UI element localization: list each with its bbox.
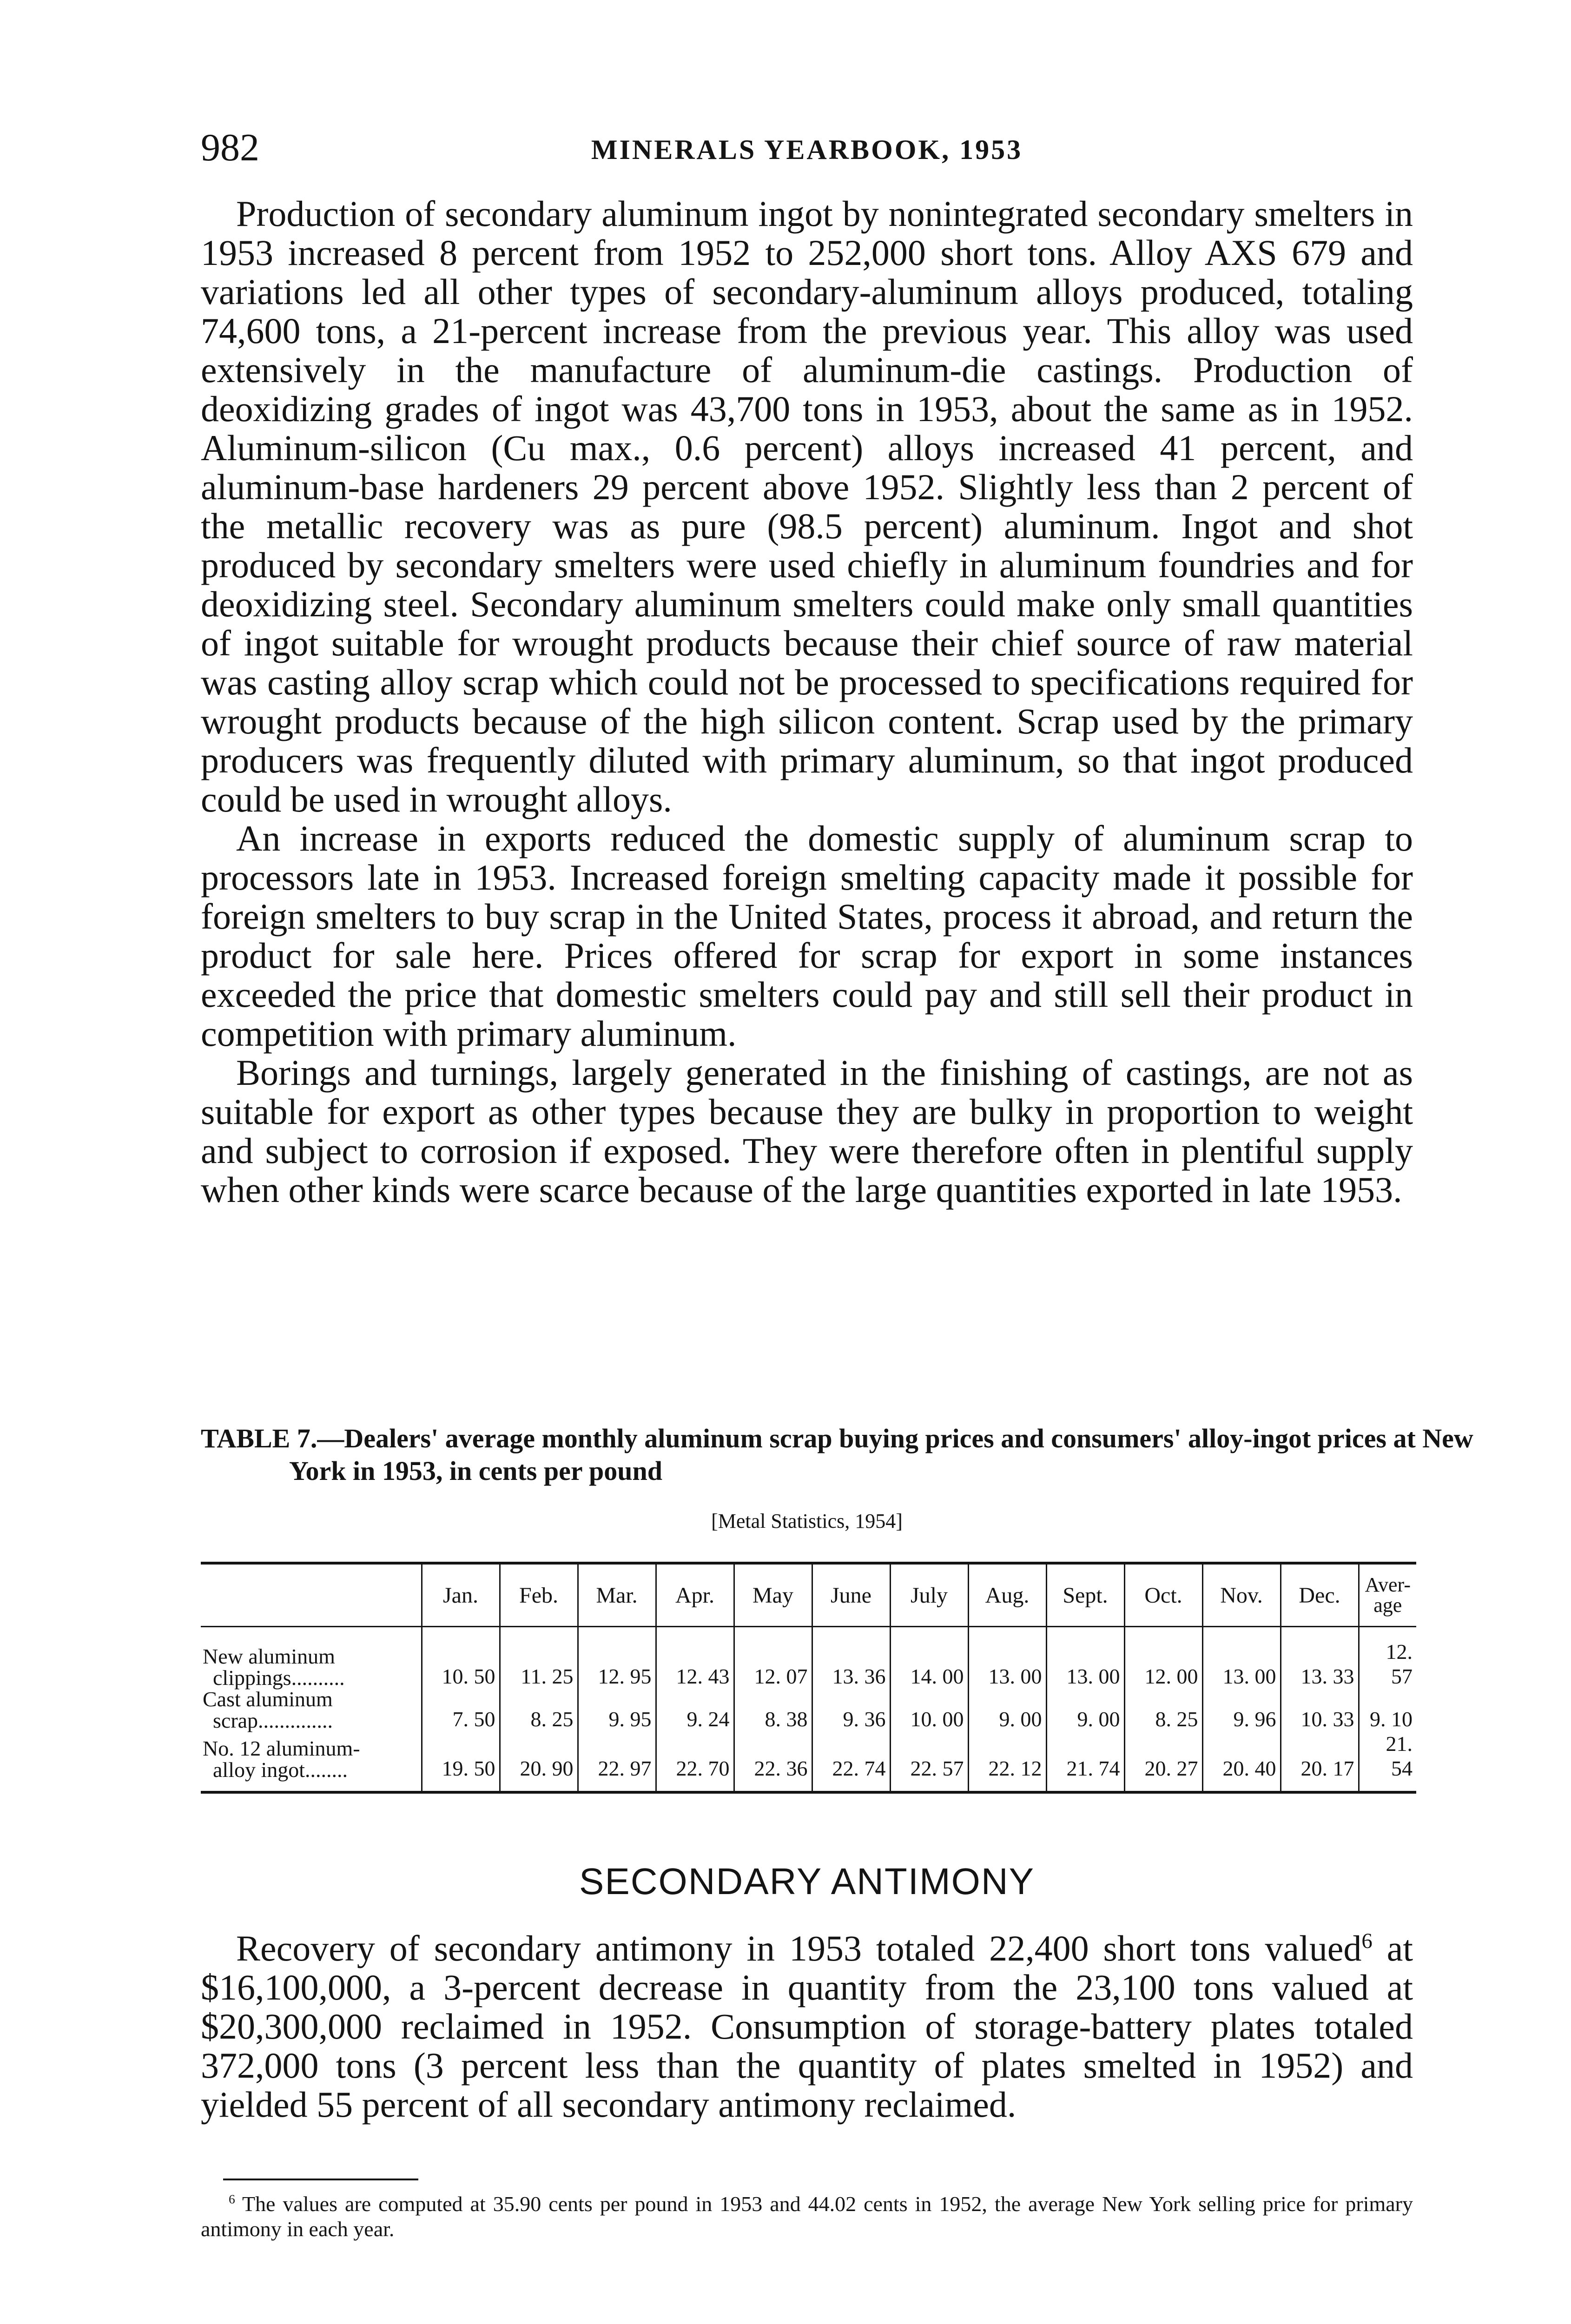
column-header: Apr.: [656, 1563, 734, 1627]
row-label: Cast aluminum scrap..............: [203, 1687, 333, 1732]
table-cell: 9. 36: [812, 1689, 890, 1731]
footnote-rule: [223, 2179, 418, 2180]
table-cell: 13. 00: [968, 1627, 1046, 1689]
table-caption: TABLE 7.—Dealers' average monthly aluminum scrap buying prices and consumers' alloy-ingot prices at New York in 1953, in cents per pound: [201, 1423, 1473, 1486]
page-number: 982: [201, 126, 259, 169]
table-cell: 22. 36: [734, 1731, 812, 1792]
table-cell: 14. 00: [890, 1627, 968, 1689]
table-cell: 22. 57: [890, 1731, 968, 1792]
table-cell: 22. 74: [812, 1731, 890, 1792]
table-cell: 20. 27: [1124, 1731, 1202, 1792]
column-header: [201, 1563, 422, 1627]
column-header: Jan.: [422, 1563, 500, 1627]
section-heading: SECONDARY ANTIMONY: [579, 1861, 1035, 1902]
table-cell: 20. 17: [1281, 1731, 1359, 1792]
table-cell: 10. 50: [422, 1627, 500, 1689]
column-header: Oct.: [1124, 1563, 1202, 1627]
table-cell: 13. 00: [1202, 1627, 1281, 1689]
table-cell: 8. 38: [734, 1689, 812, 1731]
table-cell: 11. 25: [500, 1627, 578, 1689]
column-header: Nov.: [1202, 1563, 1281, 1627]
paragraph: Recovery of secondary antimony in 1953 totaled 22,400 short tons valued$^6$ at $16,100,000, a 3-percent decrease in quantity from the 23,100 tons valued at $20,300,000 reclaimed in 1952. Consumption of storage-battery plates totaled 372,000 tons (3 percent less than the quantity of plates smelted in 1952) and yielded 55 percent of all secondary antimony reclaimed.: [201, 1928, 1413, 2125]
table-cell: 22. 12: [968, 1731, 1046, 1792]
table-row: [201, 1689, 1416, 1731]
table-cell: 12. 95: [578, 1627, 656, 1689]
table-cell: 8. 25: [500, 1689, 578, 1731]
column-header: Mar.: [578, 1563, 656, 1627]
table-cell: 13. 33: [1281, 1627, 1359, 1689]
antimony-text: [201, 1929, 1413, 2124]
table-cell: 9. 24: [656, 1689, 734, 1731]
table-cell: 8. 25: [1124, 1689, 1202, 1731]
column-header: July: [890, 1563, 968, 1627]
intro-text: [201, 194, 1413, 1209]
table-cell: 21. 74: [1046, 1731, 1124, 1792]
table-cell: 7. 50: [422, 1689, 500, 1731]
column-header: Dec.: [1281, 1563, 1359, 1627]
running-title: MINERALS YEARBOOK, 1953: [591, 134, 1023, 165]
footnote-marker: 6: [229, 2192, 235, 2206]
table-row: [201, 1627, 1416, 1689]
page-header: [201, 125, 1413, 180]
table-source: [Metal Statistics, 1954]: [711, 1510, 903, 1532]
table-cell: 22. 97: [578, 1731, 656, 1792]
footnote-ref: 6: [1361, 1929, 1373, 1953]
column-header: June: [812, 1563, 890, 1627]
column-header: May: [734, 1563, 812, 1627]
table-row: [201, 1731, 1416, 1792]
table-cell: 19. 50: [422, 1731, 500, 1792]
table-header-row: [201, 1563, 1416, 1627]
table-cell: 12. 57: [1359, 1627, 1416, 1689]
price-table: [201, 1562, 1416, 1794]
column-header: Sept.: [1046, 1563, 1124, 1627]
table-cell: 10. 00: [890, 1689, 968, 1731]
table-cell: 9. 95: [578, 1689, 656, 1731]
table-cell: 9. 10: [1359, 1689, 1416, 1731]
table-cell: 9. 96: [1202, 1689, 1281, 1731]
table-cell: 12. 43: [656, 1627, 734, 1689]
footnote: $^6$ The values are computed at 35.90 cents per pound in 1953 and 44.02 cents in 1952, the average New York selling price for primary antimony in each year.: [201, 2192, 1413, 2241]
column-header: Aver- age: [1359, 1563, 1416, 1627]
table-cell: 10. 33: [1281, 1689, 1359, 1731]
table-cell: 13. 00: [1046, 1627, 1124, 1689]
table-cell: 12. 07: [734, 1627, 812, 1689]
column-header: Feb.: [500, 1563, 578, 1627]
paragraph: An increase in exports reduced the domestic supply of aluminum scrap to processors late in 1953. Increased foreign smelting capacity made it possible for foreign smelters to buy scrap in the United States, process it abroad, and return the product for sale here. Prices offered for scrap for export in some instances exceeded the price that domestic smelters could pay and still sell their product in competition with primary aluminum.: [201, 818, 1413, 1054]
table-cell: 9. 00: [968, 1689, 1046, 1731]
table-cell: 20. 40: [1202, 1731, 1281, 1792]
table-cell: 13. 36: [812, 1627, 890, 1689]
table-cell: 9. 00: [1046, 1689, 1124, 1731]
table-cell: 21. 54: [1359, 1731, 1416, 1792]
row-label: No. 12 aluminum- alloy ingot........: [203, 1736, 360, 1782]
paragraph: Borings and turnings, largely generated in the finishing of castings, are not as suitable for export as other types because they are bulky in proportion to weight and subject to corrosion if exposed. They were therefore often in plentiful supply when other kinds were scarce because of the large quantities exported in late 1953.: [201, 1052, 1413, 1210]
row-label: New aluminum clippings..........: [203, 1644, 345, 1690]
table-cell: 22. 70: [656, 1731, 734, 1792]
paragraph: Production of secondary aluminum ingot by nonintegrated secondary smelters in 1953 increased 8 percent from 1952 to 252,000 short tons. Alloy AXS 679 and variations led all other types of secondary-aluminum alloys produced, totaling 74,600 tons, a 21-percent increase from the previous year. This alloy was used extensively in the manufacture of aluminum-die castings. Production of deoxidizing grades of ingot was 43,700 tons in 1953, about the same as in 1952. Aluminum-silicon (Cu max., 0.6 percent) alloys increased 41 percent, and aluminum-base hardeners 29 percent above 1952. Slightly less than 2 percent of the metallic recovery was as pure (98.5 percent) aluminum. Ingot and shot produced by secondary smelters were used chiefly in aluminum foundries and for deoxidizing steel. Secondary aluminum smelters could make only small quantities of ingot suitable for wrought products because their chief source of raw material was casting alloy scrap which could not be processed to specifications required for wrought products because of the high silicon content. Scrap used by the primary producers was frequently diluted with primary aluminum, so that ingot produced could be used in wrought alloys.: [201, 193, 1413, 819]
column-header: Aug.: [968, 1563, 1046, 1627]
table-cell: 20. 90: [500, 1731, 578, 1792]
table-cell: 12. 00: [1124, 1627, 1202, 1689]
